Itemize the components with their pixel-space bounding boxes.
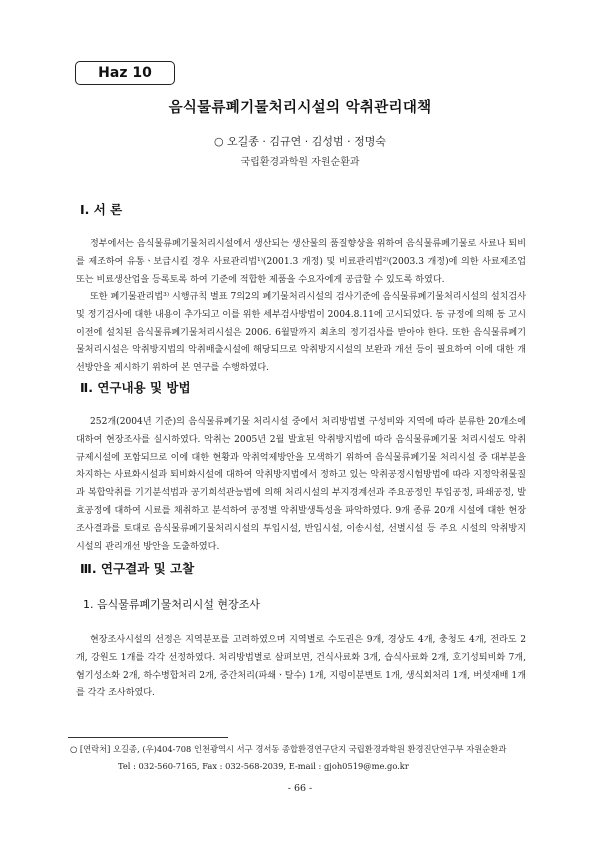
author-list: ○ 오길종 · 김규연 · 김성범 · 정명숙 bbox=[213, 135, 387, 148]
paragraph-results: 현장조사시설의 선정은 지역분포를 고려하였으며 지역별로 수도권은 9개, 경상도 4개, 충청도 4개, 전라도 2개, 강원도 1개를 각각 선정하였다. 처리방법별로 살펴보면, 건식사료화 3개, 습식사료화 2개, 호기성퇴비화 7개, 혐기성소화 2개, 하수병합처리 2개, 중간처리(파쇄ㆍ탈수) 1개, 지렁이분변토 1개, 생식회처리 1개, 버섯재배 1개를 각각 조사하였다. bbox=[76, 635, 526, 699]
footnote bbox=[70, 741, 540, 775]
paragraph-intro-1: 정부에서는 음식물류폐기물처리시설에서 생산되는 생산물의 품질향상을 위하여 음식물류폐기물로 사료나 퇴비를 제조하여 유통ㆍ보급시킬 경우 사료관리법¹⁾(2001.3 개정) 및 비료관리법²⁾(2003.3 개정)에 의한 사료제조업 또는 비료생산업을 등록토록 하여 기준에 적합한 제품을 수요자에게 공급할 수 있도록 하였다. bbox=[76, 239, 527, 285]
page-number: - 66 - bbox=[287, 783, 313, 794]
subsection-heading-field-survey: 1. 음식물류폐기물처리시설 현장조사 bbox=[83, 598, 260, 611]
paragraph-methods: 252개(2004년 기준)의 음식물류폐기물 처리시설 중에서 처리방법별 구성비와 지역에 따라 분류한 20개소에 대하여 현장조사를 실시하였다. 악취는 2005년 2월 발효된 악취방지법에 따라 음식물류폐기물 처리시설도 악취규제시설에 포함되므로 이에 대한 현황과 악취억제방안을 모색하기 위하여 음식물류폐기물 처리시설 중 대부분을 차지하는 사료화시설과 퇴비화시설에 대하여 악취방지법에서 정하고 있는 악취공정시험방법에 따라 지정악취물질과 복합악취를 기기분석법과 공기희석관능법에 의해 처리시설의 부지경계선과 주요공정인 투입공정, 파쇄공정, 발효공정에 대하여 시료를 채취하고 분석하여 공정별 악취발생특성을 파악하였다. 9개 종류 20개 시설에 대한 현장조사결과를 토대로 음식물류폐기물처리시설의 투입시설, 반입시설, 이송시설, 선별시설 등 주요 시설의 악취방지시설의 관리개선 방안을 도출하였다. bbox=[76, 417, 526, 552]
section-heading-methods: Ⅱ. 연구내용 및 방법 bbox=[80, 380, 191, 395]
paper-title: 음식물류폐기물처리시설의 악취관리대책 bbox=[168, 100, 432, 116]
footnote-contact: ○ [연락처] 오길종, (우)404-708 인천광역시 서구 경서동 종합환경연구단지 국립환경과학원 환경진단연구부 자원순환과 bbox=[70, 744, 507, 754]
affiliation: 국립환경과학원 자원순환과 bbox=[240, 157, 360, 168]
section-heading-results: Ⅲ. 연구결과 및 고찰 bbox=[80, 561, 195, 576]
footnote-phone-email: Tel : 032-560-7165, Fax : 032-568-2039, E-mail : gjoh0519@me.go.kr bbox=[118, 761, 409, 771]
session-code: Haz 10 bbox=[98, 65, 152, 81]
session-code-box bbox=[75, 61, 175, 85]
section-heading-introduction: Ⅰ. 서 론 bbox=[80, 202, 123, 217]
paragraph-intro-2: 또한 폐기물관리법³⁾ 시행규칙 별표 7의2의 폐기물처리시설의 검사기준에 음식물류폐기물처리시설의 설치검사 및 정기검사에 대한 내용이 추가되고 이를 위한 세부검사방법이 2004.8.11에 고시되었다. 동 규정에 의해 동 고시이전에 설치된 음식물류폐기물처리시설은 2006. 6월말까지 최초의 정기검사를 받아야 한다. 또한 음식물류폐기물처리시설은 악취방지법의 악취배출시설에 해당되므로 악취방지시설의 보완과 개선 등이 필요하여 이에 대한 개선방안을 제시하기 위하여 본 연구를 수행하였다. bbox=[76, 292, 526, 374]
footnote-divider bbox=[68, 737, 228, 738]
